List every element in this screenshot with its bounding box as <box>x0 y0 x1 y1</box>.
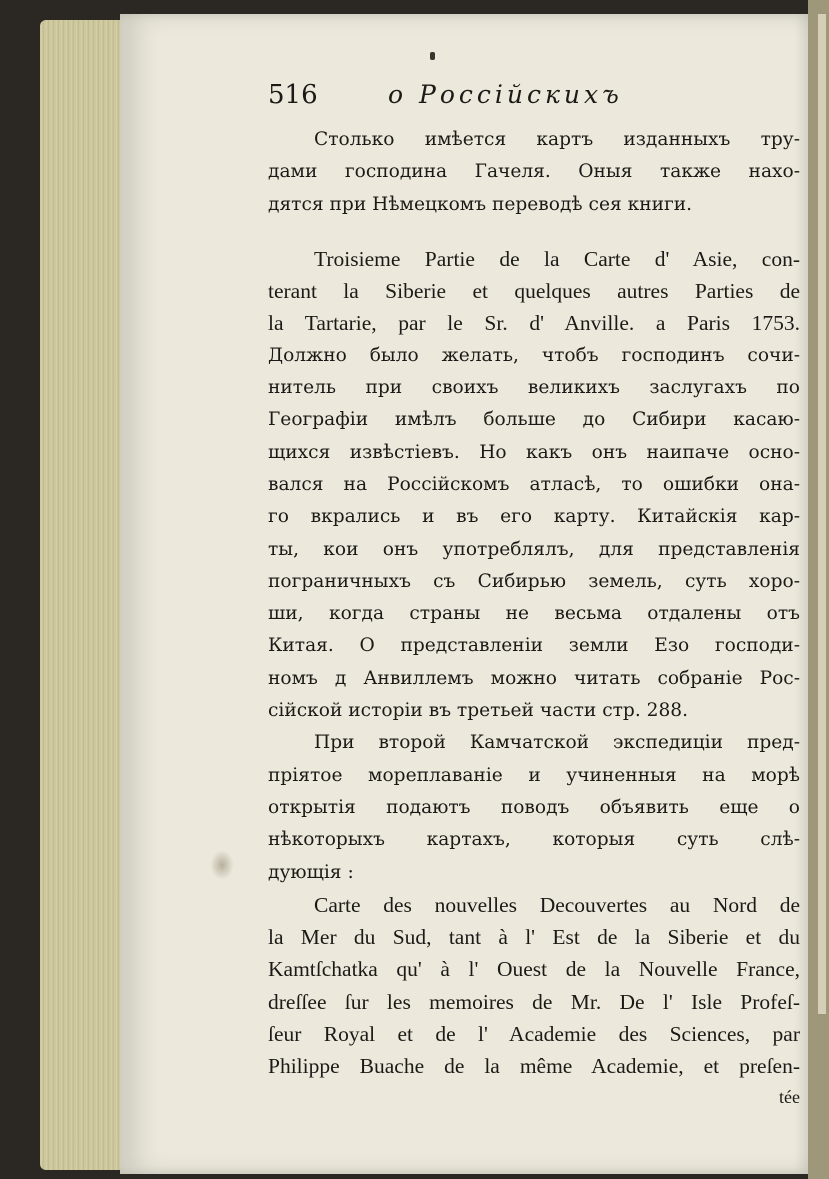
text-line: щихся извѣстіевъ. Но какъ онъ наипаче осно- <box>268 441 800 463</box>
ink-mark <box>430 52 435 60</box>
text-line: нѣкоторыхъ картахъ, которыя суть слѣ- <box>268 829 800 851</box>
catchword: tée <box>779 1086 800 1107</box>
page-text <box>268 80 800 1111</box>
text-line: Географіи имѣлъ больше до Сибири касаю- <box>268 409 800 431</box>
paragraph-gap <box>268 221 800 243</box>
paragraph-maps-count <box>268 124 800 221</box>
text-line: Philippe Buache de la même Academie, et preſen- <box>268 1054 800 1079</box>
text-line: номъ д Анвиллемъ можно читать собраніе Рос- <box>268 667 800 689</box>
text-line: го вкрались и въ его карту. Китайскія кар- <box>268 506 800 528</box>
text-line: la Tartarie, par le Sr. d' Anville. a Paris 1753. <box>268 311 800 336</box>
text-line: дами господина Гачеля. Оныя также нахо- <box>268 161 800 183</box>
text-line: дующія : <box>268 861 354 883</box>
text-line: открытія подаютъ поводъ объявить еще о <box>268 796 800 818</box>
text-line: При второй Камчатской экспедиціи пред- <box>314 732 800 754</box>
text-line: ши, когда страны не весьма отдалены отъ <box>268 603 800 625</box>
text-line: сійской исторіи въ третьей части стр. 288. <box>268 700 689 722</box>
text-line: Столько имѣется картъ изданныхъ тру- <box>314 129 800 150</box>
text-line: Должно было желать, чтобъ господинъ сочи- <box>268 344 800 366</box>
text-line: нитель при своихъ великихъ заслугахъ по <box>268 377 800 399</box>
text-line: Китая. О представленіи земли Езо господи- <box>268 635 800 657</box>
text-line: дятся при Нѣмецкомъ переводѣ сея книги. <box>268 193 693 215</box>
text-line: Troisieme Partie de la Carte d' Asie, con- <box>314 246 800 271</box>
paragraph-anville-commentary <box>268 340 800 728</box>
text-line: Carte des nouvelles Decouvertes au Nord de <box>314 892 800 917</box>
text-line: вался на Россійскомъ атласѣ, то ошибки она- <box>268 473 800 495</box>
text-line: terant la Siberie et quelques autres Parties de <box>268 279 800 304</box>
text-line: ты, кои онъ употреблялъ, для представленія <box>268 538 800 560</box>
text-line: пограничныхъ съ Сибирью земель, суть хоро- <box>268 570 800 592</box>
text-line: dreſſee ſur les memoires de Mr. De l' Isle Profeſ- <box>268 989 800 1014</box>
paragraph-buache-title <box>268 889 800 1083</box>
paragraph-anville-title <box>268 243 800 340</box>
text-line: пріятое мореплаваніе и учиненныя на морѣ <box>268 764 800 786</box>
text-line: ſeur Royal et de l' Academie des Sciences, par <box>268 1022 800 1047</box>
ink-blot <box>210 850 234 880</box>
next-page-strip <box>818 14 826 1014</box>
running-head: о Россійскихъ <box>388 80 623 109</box>
page-number: 516 <box>268 80 318 110</box>
paragraph-kamchatka-expedition <box>268 727 800 888</box>
page-header <box>268 80 800 124</box>
text-line: Kamtſchatka qu' à l' Ouest de la Nouvelle France, <box>268 957 800 982</box>
text-line: la Mer du Sud, tant à l' Est de la Siberie et du <box>268 925 800 950</box>
